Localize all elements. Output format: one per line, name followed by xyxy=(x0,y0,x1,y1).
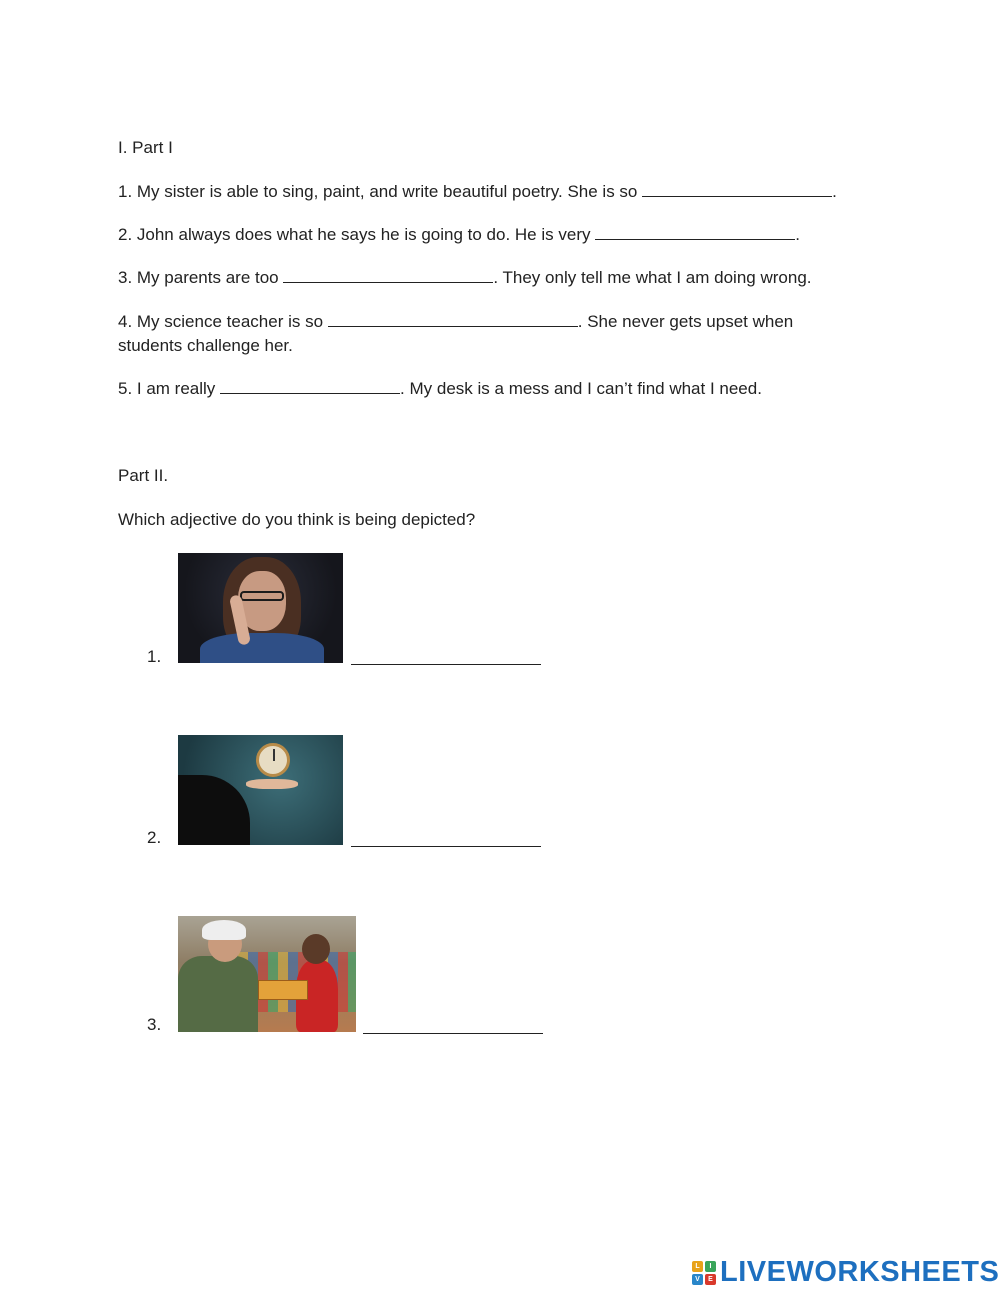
answer-blank-1[interactable] xyxy=(642,180,832,197)
question-4-end: . She never gets upset when xyxy=(577,312,794,331)
question-4-line2: students challenge her. xyxy=(118,336,293,355)
glasses-shape xyxy=(240,591,284,601)
question-1-text: 1. My sister is able to sing, paint, and write beautiful poetry. She is so xyxy=(118,182,643,201)
picture-answer-blank-2[interactable] xyxy=(351,846,541,847)
part1-heading: I. Part I xyxy=(118,138,173,157)
logo-mark-letter: I xyxy=(705,1261,716,1272)
logo-mark-icon xyxy=(692,1261,716,1285)
girl-head xyxy=(302,934,330,964)
answer-blank-4[interactable] xyxy=(328,310,578,327)
clock-hand xyxy=(273,749,275,761)
picture-answer-blank-1[interactable] xyxy=(351,664,541,665)
question-3 xyxy=(118,266,812,290)
answer-blank-5[interactable] xyxy=(220,377,400,394)
cap-shape xyxy=(202,920,246,940)
image-finger-raised xyxy=(178,553,343,663)
question-5-end: . My desk is a mess and I can’t find what I need. xyxy=(400,379,762,398)
question-2 xyxy=(118,223,800,247)
body-shape xyxy=(200,633,324,663)
answer-blank-2[interactable] xyxy=(595,223,795,240)
question-5-text: 5. I am really xyxy=(118,379,221,398)
logo-mark-letter: E xyxy=(705,1274,716,1285)
logo-text: LIVEWORKSHEETS xyxy=(720,1256,1000,1288)
soldier-shape xyxy=(178,956,258,1032)
question-4-text: 4. My science teacher is so xyxy=(118,312,328,331)
liveworksheets-logo xyxy=(692,1256,999,1289)
question-2-text: 2. John always does what he says he is going to do. He is very xyxy=(118,225,596,244)
picture-item-number: 1. xyxy=(147,647,162,666)
part2-heading: Part II. xyxy=(118,466,169,485)
image-clock-on-hand xyxy=(178,735,343,845)
question-1 xyxy=(118,180,837,204)
image-gift-giving xyxy=(178,916,356,1032)
picture-answer-blank-3[interactable] xyxy=(363,1033,543,1034)
picture-item-number: 2. xyxy=(147,828,162,847)
arm-shape xyxy=(178,775,250,845)
hand-shape xyxy=(246,779,298,789)
question-3-text: 3. My parents are too xyxy=(118,268,284,287)
question-3-end: . They only tell me what I am doing wrong. xyxy=(493,268,812,287)
part2-prompt: Which adjective do you think is being depicted? xyxy=(118,510,476,529)
question-4 xyxy=(118,310,793,334)
logo-mark-letter: L xyxy=(692,1261,703,1272)
question-5 xyxy=(118,377,762,401)
question-1-end: . xyxy=(832,182,837,201)
answer-blank-3[interactable] xyxy=(283,266,493,283)
question-2-end: . xyxy=(795,225,800,244)
picture-item-number: 3. xyxy=(147,1015,162,1034)
gift-box xyxy=(258,980,308,1000)
logo-mark-letter: V xyxy=(692,1274,703,1285)
